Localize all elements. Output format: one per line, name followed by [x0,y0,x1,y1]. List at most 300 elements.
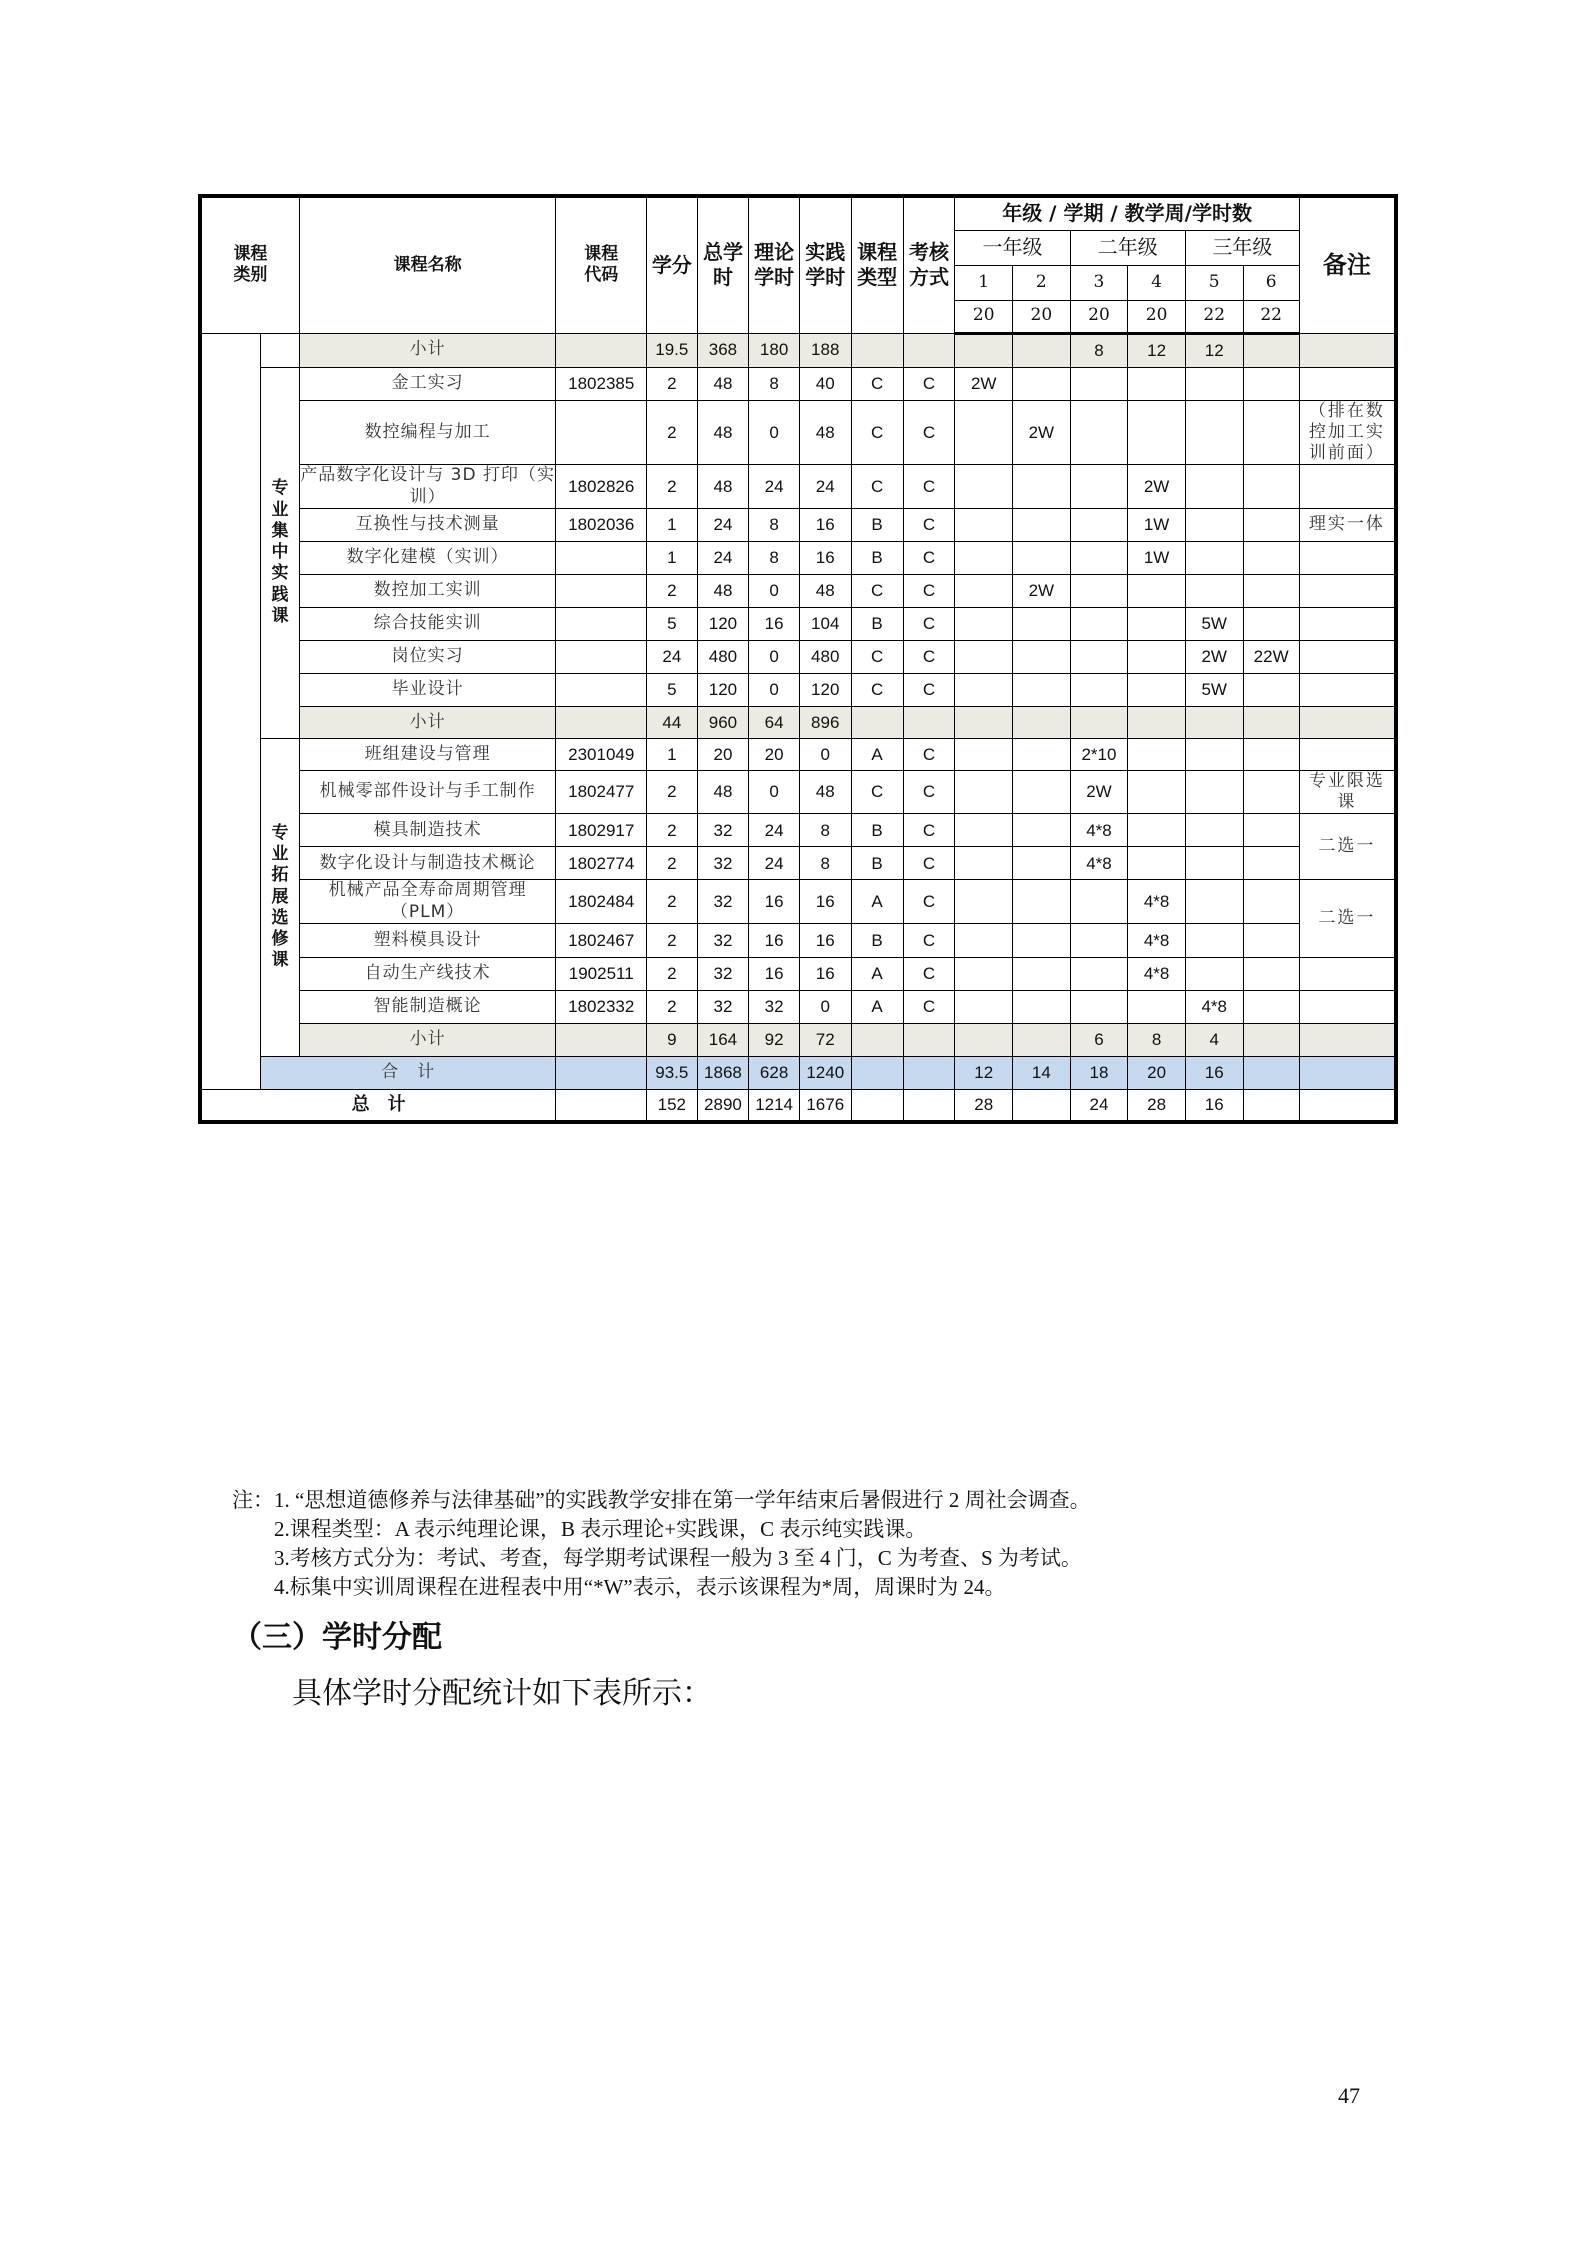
remark-cell [1299,1023,1396,1056]
semester-3-cell [1070,465,1128,509]
course-type-cell [851,706,903,738]
semester-1-cell [955,738,1013,770]
course-type-cell: A [851,880,903,924]
credits-cell: 5 [647,673,697,706]
course-name-cell: 机械零部件设计与手工制作 [299,770,555,814]
remark-cell [1299,738,1396,770]
semester-4-cell: 2W [1128,465,1186,509]
semester-4-cell [1128,990,1186,1023]
assessment-cell [903,706,955,738]
course-name-cell: 塑料模具设计 [299,923,555,957]
category-inner-blank-cell [261,333,300,367]
assessment-cell: C [903,400,955,465]
course-code-cell: 1802477 [556,770,647,814]
semester-5-cell [1185,541,1243,574]
assessment-cell [903,1023,955,1056]
header-weeks-2: 20 [1013,300,1071,333]
semester-1-cell [955,957,1013,990]
subtotal-row [200,1023,1396,1056]
semester-6-cell [1243,770,1299,814]
header-row-1 [200,196,1396,230]
semester-6-cell [1243,1023,1299,1056]
semester-1-cell [955,1023,1013,1056]
credits-cell: 2 [647,880,697,924]
course-row [200,541,1396,574]
semester-3-cell [1070,640,1128,673]
total-hours-cell: 48 [697,770,749,814]
course-name-cell: 互换性与技术测量 [299,508,555,541]
semester-6-cell [1243,1089,1299,1122]
total-hours-cell: 120 [697,607,749,640]
credits-cell: 2 [647,465,697,509]
semester-5-cell [1185,957,1243,990]
remark-cell [1299,607,1396,640]
assessment-cell [903,1089,955,1122]
semester-3-cell [1070,673,1128,706]
semester-4-cell [1128,607,1186,640]
practice-hours-cell: 16 [799,923,851,957]
course-code-cell: 1802484 [556,880,647,924]
header-weeks-3: 20 [1070,300,1128,333]
course-type-cell: B [851,923,903,957]
semester-5-cell: 2W [1185,640,1243,673]
semester-6-cell: 22W [1243,640,1299,673]
header-semester-3: 3 [1070,265,1128,300]
subtotal-label: 小计 [299,333,555,367]
semester-2-cell [1013,957,1071,990]
header-weeks-4: 20 [1128,300,1186,333]
theory-hours-cell: 8 [749,367,799,400]
course-type-cell: C [851,640,903,673]
course-code-cell [556,640,647,673]
header-remarks: 备注 [1299,196,1396,333]
total-hours-cell: 20 [697,738,749,770]
curriculum-table [198,194,1398,1124]
total-hours-cell: 164 [697,1023,749,1056]
theory-hours-cell: 16 [749,923,799,957]
header-course-type: 课程 类型 [851,196,903,333]
semester-1-cell [955,333,1013,367]
course-row [200,880,1396,924]
category-group-cell: 专 业 拓 展 选 修 课 [261,738,300,1056]
semester-6-cell [1243,508,1299,541]
theory-hours-cell: 0 [749,400,799,465]
header-assessment: 考核 方式 [903,196,955,333]
course-name-cell: 毕业设计 [299,673,555,706]
credits-cell: 9 [647,1023,697,1056]
semester-6-cell [1243,400,1299,465]
course-name-cell: 综合技能实训 [299,607,555,640]
semester-2-cell [1013,923,1071,957]
total-hours-cell: 32 [697,847,749,880]
semester-1-cell [955,508,1013,541]
semester-3-cell: 8 [1070,333,1128,367]
theory-hours-cell: 32 [749,990,799,1023]
remark-cell [1299,465,1396,509]
practice-hours-cell: 40 [799,367,851,400]
header-course-code: 课程 代码 [556,196,647,333]
semester-5-cell [1185,465,1243,509]
header-course-name: 课程名称 [299,196,555,333]
course-code-cell [556,673,647,706]
course-type-cell: B [851,814,903,847]
assessment-cell: C [903,541,955,574]
assessment-cell: C [903,738,955,770]
semester-5-cell [1185,814,1243,847]
course-row [200,465,1396,509]
assessment-cell: C [903,770,955,814]
remark-cell: 专业限选课 [1299,770,1396,814]
semester-3-cell: 6 [1070,1023,1128,1056]
header-weeks-6: 22 [1243,300,1299,333]
course-row [200,957,1396,990]
total-hours-cell: 48 [697,465,749,509]
course-code-cell [556,1089,647,1122]
course-type-cell: A [851,990,903,1023]
semester-1-cell [955,770,1013,814]
section-heading: （三）学时分配 [232,1620,442,1655]
note-2: 2.课程类型：A 表示纯理论课，B 表示理论+实践课，C 表示纯实践课。 [274,1517,927,1541]
semester-4-cell: 4*8 [1128,923,1186,957]
assessment-cell: C [903,640,955,673]
semester-5-cell [1185,508,1243,541]
course-type-cell: B [851,847,903,880]
semester-3-cell: 4*8 [1070,814,1128,847]
semester-1-cell [955,400,1013,465]
header-credits: 学分 [647,196,697,333]
semester-4-cell [1128,706,1186,738]
course-row [200,574,1396,607]
note-3: 3.考核方式分为：考试、考查，每学期考试课程一般为 3 至 4 门，C 为考查、S 为考试。 [274,1546,1082,1570]
semester-1-cell [955,673,1013,706]
practice-hours-cell: 48 [799,770,851,814]
course-code-cell: 2301049 [556,738,647,770]
course-row [200,847,1396,880]
course-code-cell [556,1056,647,1089]
semester-2-cell [1013,738,1071,770]
practice-hours-cell: 1676 [799,1089,851,1122]
course-type-cell [851,1089,903,1122]
semester-6-cell [1243,465,1299,509]
subtotal-row [200,706,1396,738]
semester-3-cell [1070,706,1128,738]
semester-1-cell [955,541,1013,574]
theory-hours-cell: 16 [749,607,799,640]
credits-cell: 2 [647,367,697,400]
semester-1-cell [955,640,1013,673]
semester-3-cell [1070,367,1128,400]
course-name-cell: 岗位实习 [299,640,555,673]
credits-cell: 2 [647,400,697,465]
assessment-cell: C [903,367,955,400]
semester-6-cell [1243,541,1299,574]
semester-4-cell [1128,400,1186,465]
practice-hours-cell: 16 [799,541,851,574]
course-row [200,400,1396,465]
semester-4-cell: 12 [1128,333,1186,367]
semester-2-cell [1013,847,1071,880]
semester-4-cell [1128,673,1186,706]
assessment-cell: C [903,607,955,640]
credits-cell: 152 [647,1089,697,1122]
semester-6-cell [1243,333,1299,367]
header-year-2: 二年级 [1070,230,1185,265]
course-name-cell: 金工实习 [299,367,555,400]
semester-6-cell [1243,738,1299,770]
theory-hours-cell: 24 [749,465,799,509]
total-hours-cell: 480 [697,640,749,673]
remark-cell [1299,990,1396,1023]
assessment-cell [903,333,955,367]
remark-cell [1299,673,1396,706]
semester-3-cell: 4*8 [1070,847,1128,880]
course-type-cell: B [851,508,903,541]
course-row [200,673,1396,706]
theory-hours-cell: 24 [749,847,799,880]
assessment-cell: C [903,673,955,706]
header-total-hours: 总学 时 [697,196,749,333]
semester-6-cell [1243,847,1299,880]
semester-2-cell [1013,465,1071,509]
theory-hours-cell: 0 [749,770,799,814]
semester-3-cell [1070,574,1128,607]
course-row [200,640,1396,673]
practice-hours-cell: 48 [799,574,851,607]
semester-2-cell: 2W [1013,400,1071,465]
semester-5-cell [1185,738,1243,770]
practice-hours-cell: 0 [799,990,851,1023]
note-4: 4.标集中实训周课程在进程表中用“*W”表示，表示该课程为*周，周课时为 24。 [274,1575,1006,1599]
course-code-cell: 1802036 [556,508,647,541]
theory-hours-cell: 8 [749,541,799,574]
semester-5-cell: 4*8 [1185,990,1243,1023]
semester-2-cell [1013,1089,1071,1122]
semester-6-cell [1243,990,1299,1023]
assessment-cell: C [903,814,955,847]
total-hours-cell: 1868 [697,1056,749,1089]
assessment-cell: C [903,465,955,509]
semester-1-cell [955,923,1013,957]
semester-3-cell [1070,990,1128,1023]
sum-row [200,1056,1396,1089]
course-name-cell: 模具制造技术 [299,814,555,847]
remark-cell [1299,574,1396,607]
course-type-cell: B [851,607,903,640]
credits-cell: 19.5 [647,333,697,367]
credits-cell: 2 [647,957,697,990]
grand-total-label: 总 计 [200,1089,556,1122]
assessment-cell: C [903,508,955,541]
credits-cell: 2 [647,923,697,957]
semester-6-cell [1243,957,1299,990]
total-hours-cell: 24 [697,541,749,574]
semester-6-cell [1243,367,1299,400]
credits-cell: 1 [647,738,697,770]
credits-cell: 2 [647,770,697,814]
course-code-cell: 1902511 [556,957,647,990]
theory-hours-cell: 64 [749,706,799,738]
course-code-cell: 1802332 [556,990,647,1023]
course-type-cell [851,1023,903,1056]
course-code-cell [556,574,647,607]
semester-5-cell: 4 [1185,1023,1243,1056]
course-type-cell [851,1056,903,1089]
course-code-cell: 1802826 [556,465,647,509]
practice-hours-cell: 16 [799,957,851,990]
semester-1-cell: 28 [955,1089,1013,1122]
assessment-cell: C [903,847,955,880]
semester-4-cell: 4*8 [1128,957,1186,990]
total-hours-cell: 960 [697,706,749,738]
total-hours-cell: 32 [697,990,749,1023]
semester-5-cell [1185,574,1243,607]
header-schedule-title: 年级 / 学期 / 教学周/学时数 [955,196,1299,230]
semester-1-cell: 2W [955,367,1013,400]
category-group-cell: 专 业 集 中 实 践 课 [261,367,300,738]
header-practice-hours: 实践 学时 [799,196,851,333]
total-hours-cell: 32 [697,957,749,990]
semester-3-cell: 2W [1070,770,1128,814]
semester-3-cell: 18 [1070,1056,1128,1089]
semester-1-cell [955,706,1013,738]
semester-4-cell: 28 [1128,1089,1186,1122]
semester-4-cell [1128,574,1186,607]
theory-hours-cell: 180 [749,333,799,367]
semester-2-cell [1013,333,1071,367]
semester-4-cell [1128,770,1186,814]
header-semester-1: 1 [955,265,1013,300]
theory-hours-cell: 0 [749,673,799,706]
semester-2-cell [1013,880,1071,924]
semester-6-cell [1243,706,1299,738]
remark-cell: 二选一 [1299,814,1396,880]
course-name-cell: 数控编程与加工 [299,400,555,465]
semester-5-cell [1185,880,1243,924]
course-code-cell [556,1023,647,1056]
course-code-cell [556,706,647,738]
header-weeks-1: 20 [955,300,1013,333]
remark-cell: 理实一体 [1299,508,1396,541]
semester-2-cell: 14 [1013,1056,1071,1089]
semester-1-cell [955,607,1013,640]
assessment-cell: C [903,990,955,1023]
semester-5-cell [1185,847,1243,880]
theory-hours-cell: 16 [749,957,799,990]
semester-1-cell [955,814,1013,847]
subtotal-row-previous [200,333,1396,367]
practice-hours-cell: 24 [799,465,851,509]
course-type-cell: C [851,574,903,607]
theory-hours-cell: 0 [749,574,799,607]
table-notes [232,1486,1382,1602]
theory-hours-cell: 628 [749,1056,799,1089]
course-row [200,367,1396,400]
theory-hours-cell: 8 [749,508,799,541]
semester-5-cell [1185,367,1243,400]
credits-cell: 2 [647,990,697,1023]
remark-cell [1299,541,1396,574]
course-type-cell: C [851,400,903,465]
course-code-cell: 1802467 [556,923,647,957]
credits-cell: 93.5 [647,1056,697,1089]
semester-5-cell [1185,706,1243,738]
semester-2-cell [1013,706,1071,738]
header-year-3: 三年级 [1185,230,1299,265]
header-year-1: 一年级 [955,230,1070,265]
practice-hours-cell: 1240 [799,1056,851,1089]
course-name-cell: 自动生产线技术 [299,957,555,990]
semester-4-cell [1128,367,1186,400]
practice-hours-cell: 8 [799,814,851,847]
course-row [200,814,1396,847]
total-hours-cell: 48 [697,574,749,607]
semester-1-cell [955,465,1013,509]
credits-cell: 44 [647,706,697,738]
credits-cell: 1 [647,541,697,574]
theory-hours-cell: 20 [749,738,799,770]
course-row [200,990,1396,1023]
semester-1-cell: 12 [955,1056,1013,1089]
semester-5-cell: 5W [1185,607,1243,640]
semester-2-cell [1013,367,1071,400]
course-type-cell: A [851,738,903,770]
course-code-cell [556,333,647,367]
remark-cell [1299,367,1396,400]
theory-hours-cell: 1214 [749,1089,799,1122]
credits-cell: 24 [647,640,697,673]
practice-hours-cell: 8 [799,847,851,880]
semester-2-cell [1013,1023,1071,1056]
header-theory-hours: 理论 学时 [749,196,799,333]
practice-hours-cell: 104 [799,607,851,640]
course-code-cell: 1802917 [556,814,647,847]
semester-5-cell [1185,770,1243,814]
total-hours-cell: 48 [697,367,749,400]
semester-6-cell [1243,1056,1299,1089]
header-semester-5: 5 [1185,265,1243,300]
total-hours-cell: 48 [697,400,749,465]
course-row [200,508,1396,541]
credits-cell: 5 [647,607,697,640]
semester-1-cell [955,847,1013,880]
semester-2-cell: 2W [1013,574,1071,607]
semester-4-cell: 1W [1128,508,1186,541]
semester-6-cell [1243,607,1299,640]
course-code-cell [556,400,647,465]
semester-2-cell [1013,541,1071,574]
semester-4-cell: 4*8 [1128,880,1186,924]
semester-5-cell: 16 [1185,1089,1243,1122]
theory-hours-cell: 16 [749,880,799,924]
note-1: 注：1. “思想道德修养与法律基础”的实践教学安排在第一学年结束后暑假进行 2 周社会调查。 [232,1488,1091,1512]
header-semester-4: 4 [1128,265,1186,300]
course-name-cell: 班组建设与管理 [299,738,555,770]
semester-3-cell [1070,508,1128,541]
total-hours-cell: 24 [697,508,749,541]
credits-cell: 2 [647,574,697,607]
semester-3-cell [1070,957,1128,990]
header-category: 课程 类别 [200,196,299,333]
semester-5-cell [1185,923,1243,957]
grand-total-row [200,1089,1396,1122]
total-hours-cell: 32 [697,880,749,924]
remark-cell: 二选一 [1299,880,1396,958]
semester-2-cell [1013,814,1071,847]
course-code-cell [556,541,647,574]
course-type-cell [851,333,903,367]
semester-1-cell [955,880,1013,924]
header-weeks-5: 22 [1185,300,1243,333]
